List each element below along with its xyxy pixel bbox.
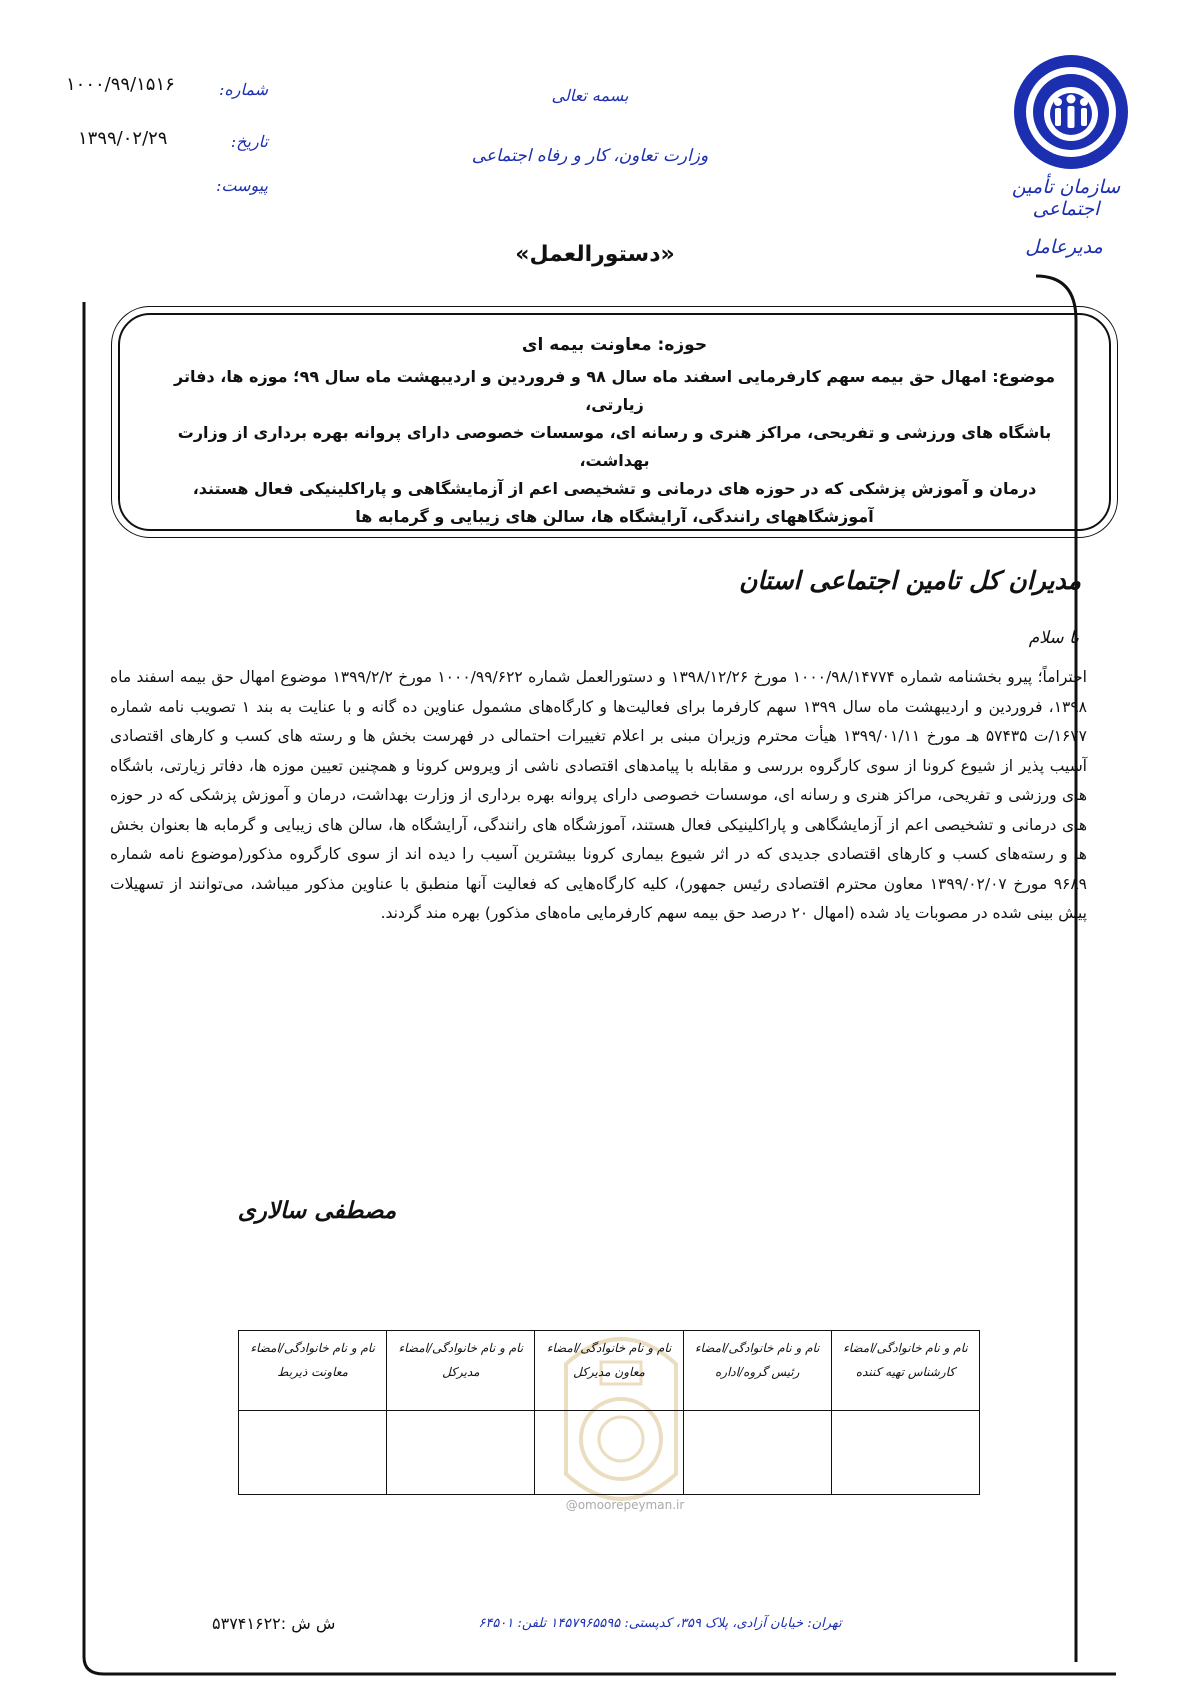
footer-code: ش ش :۵۳۷۴۱۶۲۲ [212, 1614, 336, 1633]
approval-cell [683, 1331, 831, 1411]
subject-box [118, 313, 1111, 531]
approval-header-label: نام و نام خانوادگی/امضاء [250, 1341, 375, 1355]
subject-line-3: درمان و آموزش پزشکی که در حوزه های درمانی و تشخیصی اعم از آزمایشگاهی و پاراکلینیکی فعال هستند، [192, 479, 1037, 498]
approval-signature-cell [535, 1411, 683, 1495]
approval-header-label: نام و نام خانوادگی/امضاء [398, 1341, 524, 1355]
approval-cell [387, 1331, 535, 1411]
subject-domain: حوزه: معاونت بیمه ای [521, 335, 708, 355]
approval-cell [535, 1331, 683, 1411]
approval-header-label: نام و نام خانوادگی/امضاء [694, 1341, 820, 1355]
greeting: با سلام [1028, 628, 1079, 648]
addressee: مدیران کل تامین اجتماعی استان [739, 566, 1081, 595]
organization-name: سازمان تأمین اجتماعی [1011, 176, 1121, 220]
document-type: «دستورالعمل» [515, 242, 675, 267]
approval-cell [239, 1331, 387, 1411]
watermark-url: @omoorepeyman.ir [565, 1498, 685, 1512]
number-label: شماره: [218, 80, 268, 99]
approval-signature-cell [831, 1411, 979, 1495]
number-value: ۱۰۰۰/۹۹/۱۵۱۶ [66, 74, 175, 95]
approval-role: معاونت ذیربط [277, 1365, 348, 1379]
approval-header-label: نام و نام خانوادگی/امضاء [546, 1341, 672, 1355]
approval-header-label: نام و نام خانوادگی/امضاء [843, 1341, 968, 1355]
subject-line-1: موضوع: امهال حق بیمه سهم کارفرمایی اسفند ماه سال ۹۸ و فروردین و اردیبهشت ماه سال ۹۹؛ موزه ها، دفاتر زیارتی، [174, 367, 1055, 414]
footer-address: تهران: خیابان آزادی، پلاک ۳۵۹، کدپستی: ۱۴۵۷۹۶۵۵۹۵ تلفن: ۶۴۵۰۱ [478, 1616, 842, 1631]
approval-table [238, 1330, 980, 1495]
approval-role: کارشناس تهیه کننده [855, 1365, 956, 1379]
approval-signature-cell [239, 1411, 387, 1495]
basmala: بسمه تعالی [551, 86, 629, 105]
attachment-label: پیوست: [215, 176, 268, 195]
date-label: تاریخ: [230, 132, 268, 151]
department-title: مدیرعامل [1025, 236, 1103, 258]
approval-role: مدیرکل [442, 1365, 480, 1379]
subject-line-4: آموزشگاههای رانندگی، آرایشگاه ها، سالن های زیبایی و گرمابه ها [355, 507, 874, 526]
date-value: ۱۳۹۹/۰۲/۲۹ [78, 128, 168, 149]
approval-cell [831, 1331, 979, 1411]
subject-line-2: باشگاه های ورزشی و تفریحی، مراکز هنری و رسانه ای، موسسات خصوصی دارای پروانه بهره برداری از وزارت بهداشت، [177, 423, 1052, 470]
approval-signature-cell [683, 1411, 831, 1495]
ministry-name: وزارت تعاون، کار و رفاه اجتماعی [471, 146, 709, 166]
approval-role: معاون مدیرکل [573, 1365, 645, 1379]
signatory-name: مصطفی سالاری [237, 1197, 397, 1224]
approval-role: رئیس گروه/اداره [715, 1365, 800, 1379]
letter-body: احتراماً؛ پیرو بخشنامه شماره ۱۰۰۰/۹۸/۱۴۷۷۴ مورخ ۱۳۹۸/۱۲/۲۶ و دستورالعمل شماره ۱۰۰۰/۹۹/۶۲۲ مورخ ۱۳۹۹/۲/۲ موضوع امهال حق بیمه اسفند ماه ۱۳۹۸، فروردین و اردیبهشت ماه سال ۱۳۹۹ سهم کارفرما برای فعالیت‌ها و کارگاه‌های مشمول عناوین ده گانه و با عنایت به بند ۱ تصویب نامه شماره ۱۶۷۷/ت ۵۷۴۳۵ هـ مورخ ۱۳۹۹/۰۱/۱۱ هیأت محترم وزیران مبنی بر اعلام تغییرات احتمالی در فهرست بخش ها و رسته های کسب و کارهای اقتصادی آسیب پذیر از شیوع کرونا از سوی کارگروه بررسی و مقابله با پیامدهای اقتصادی ناشی از ویروس کرونا و همچنین تعیین موزه ها، دفاتر زیارتی، باشگاه های ورزشی و تفریحی، مراکز هنری و رسانه ای، موسسات خصوصی دارای پروانه بهره برداری از وزارت بهداشت، درمان و آموزش پزشکی که در حوزه های درمانی و تشخیصی اعم از آزمایشگاهی و پاراکلینیکی فعال هستند، آموزشگاه های رانندگی، آرایشگاه ها، سالن های زیبایی و گرمابه ها بعنوان بخش ها و رسته‌های کسب و کارهای اقتصادی جدیدی که در اثر شیوع بیماری کرونا بیشترین آسیب را دیده اند از سوی کارگروه مذکور(موضوع نامه شماره ۹۶۸۹ مورخ ۱۳۹۹/۰۲/۰۷ معاون محترم اقتصادی رئیس جمهور)، کلیه کارگاه‌هایی که فعالیت آنها منطبق با عناوین مذکور میباشد، می‌توانند از تسهیلات پیش بینی شده در مصوبات یاد شده (امهال ۲۰ درصد حق بیمه سهم کارفرمایی ماه‌های مذکور) بهره مند گردند. [110, 668, 1088, 922]
organization-logo [1011, 52, 1131, 172]
approval-signature-cell [387, 1411, 535, 1495]
